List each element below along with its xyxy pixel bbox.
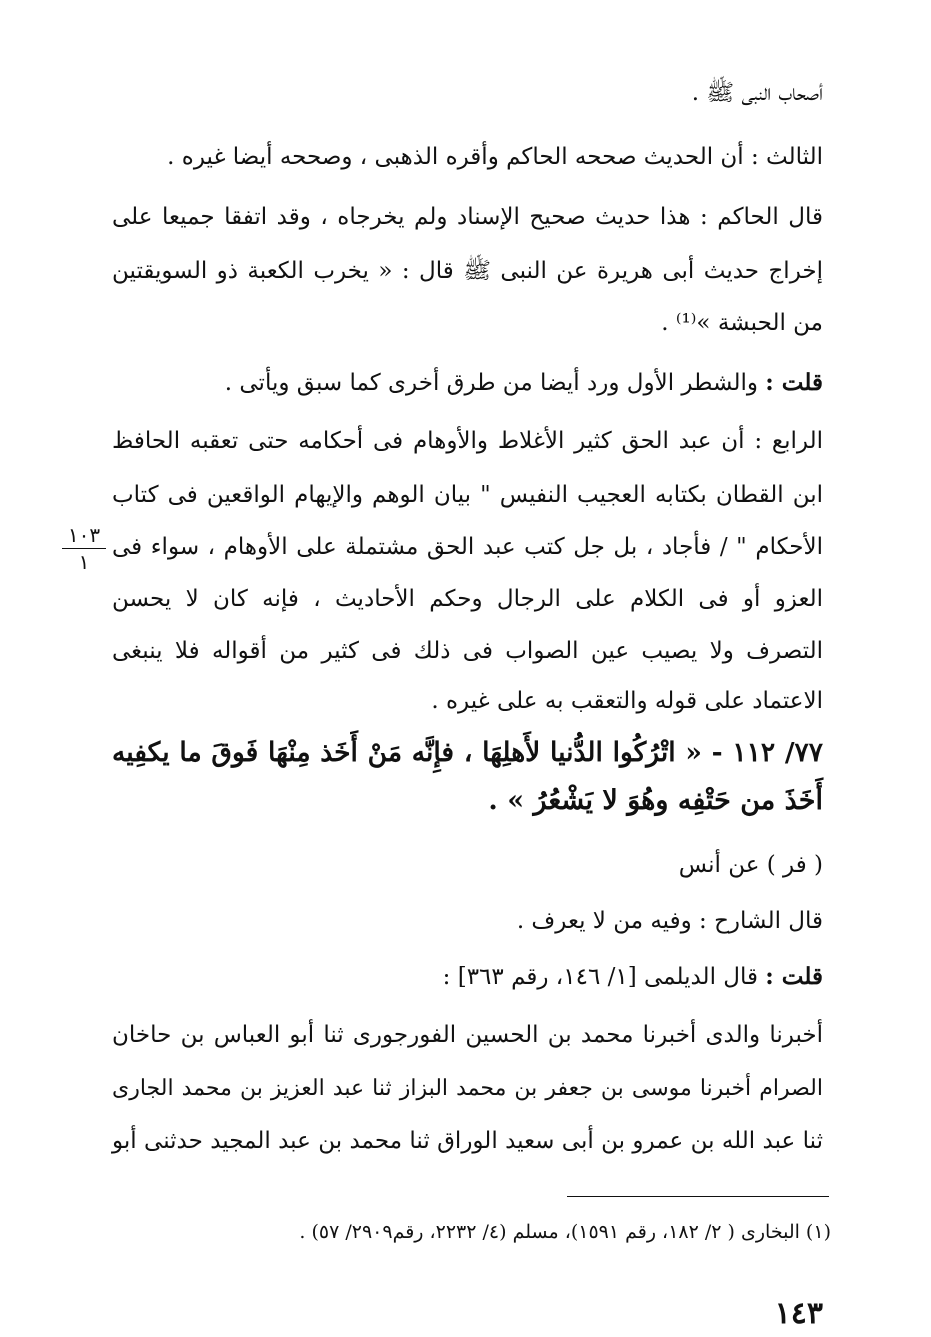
text-line [112, 848, 823, 882]
text-line [112, 200, 823, 234]
text-line [112, 76, 823, 110]
footnote: (١) البخارى ( ٢/ ١٨٢، رقم ١٥٩١)، مسلم (٤/ ٢٢٣٢، رقم٢٩٠٩/ ٥٧) . [299, 1221, 831, 1243]
text-line [112, 904, 823, 938]
line-text: العزو أو فى الكلام على الرجال وحكم الأحاديث ، فإنه كان لا يحسن [112, 586, 823, 612]
text-line [112, 478, 823, 512]
margin-folio-reference [62, 524, 106, 573]
text-line [112, 1072, 823, 1106]
line-text: قال الديلمى [١/ ١٤٦، رقم ٣٦٣] : [442, 964, 758, 990]
text-line [112, 684, 823, 718]
text-line [112, 306, 823, 340]
line-text: الأحكام " / فأجاد ، بل جل كتب عبد الحق مشتملة على الأوهام ، سواء فى [112, 534, 823, 560]
line-text: ابن القطان بكتابه العجيب النفيس " بيان الوهم والإيهام الواقعين فى كتاب [112, 482, 823, 508]
line-text: قال الشارح : وفيه من لا يعرف . [516, 908, 823, 934]
line-text: الصرام أخبرنا موسى بن جعفر بن محمد البزاز ثنا عبد العزيز بن محمد الجارى [112, 1076, 823, 1101]
text-line [112, 424, 823, 458]
margin-folio-number: ١٠٣ [62, 524, 106, 549]
line-text: التصرف ولا يصيب عين الصواب فى ذلك فى كثير من أقواله فلا ينبغى [112, 638, 823, 664]
text-line [112, 530, 823, 564]
hadith-line [112, 784, 823, 818]
line-text: والشطر الأول ورد أيضا من طرق أخرى كما سبق ويأتى . [224, 370, 758, 396]
line-text: ثنا عبد الله بن عمرو بن أبى سعيد الوراق ثنا محمد بن عبد المجيد حدثنى أبو [112, 1128, 823, 1154]
text-line [112, 366, 823, 400]
text-line [112, 582, 823, 616]
line-text: إخراج حديث أبى هريرة عن النبى ﷺ قال : « يخرب الكعبة ذو السويقتين [112, 258, 823, 284]
text-line [112, 1018, 823, 1052]
line-text: ( فر ) عن أنس [678, 852, 823, 878]
margin-folio-side: ١ [78, 550, 90, 574]
text-line [112, 140, 823, 174]
line-text: الثالث : أن الحديث صححه الحاكم وأقره الذهبى ، وصححه أيضا غيره . [167, 144, 823, 170]
text-line [112, 634, 823, 668]
line-text: الرابع : أن عبد الحق كثير الأغلاط والأوهام فى أحكامه حتى تعقبه الحافظ [112, 428, 823, 454]
text-line [112, 254, 823, 288]
text-line [112, 960, 823, 994]
line-text: أَخَذَ من حَتْفِه وهُوَ لا يَشْعُرُ » . [488, 785, 823, 816]
line-text: ٧٧/ ١١٢ - « اتْرُكُوا الدُّنيا لأَهلِهَا ، فإِنَّه مَنْ أَخَذ مِنْهَا فَوقَ ما يكفِيه [112, 737, 824, 768]
line-text: قال الحاكم : هذا حديث صحيح الإسناد ولم يخرجاه ، وقد اتفقا جميعا على [112, 204, 823, 230]
line-text: أخبرنا والدى أخبرنا محمد بن الحسين الفورجورى ثنا أبو العباس بن حاخان [112, 1022, 823, 1048]
line-text: أصحاب النبى ﷺ . [691, 80, 823, 106]
lead-word: قلت : [765, 369, 823, 396]
text-line [112, 1124, 823, 1158]
footnote-separator [567, 1196, 829, 1197]
page-number: ١٤٣ [774, 1296, 823, 1331]
line-text: الاعتماد على قوله والتعقب به على غيره . [431, 688, 823, 714]
lead-word: قلت : [765, 963, 823, 990]
line-text: من الحبشة »⁽¹⁾ . [661, 310, 823, 336]
hadith-line [112, 736, 823, 770]
